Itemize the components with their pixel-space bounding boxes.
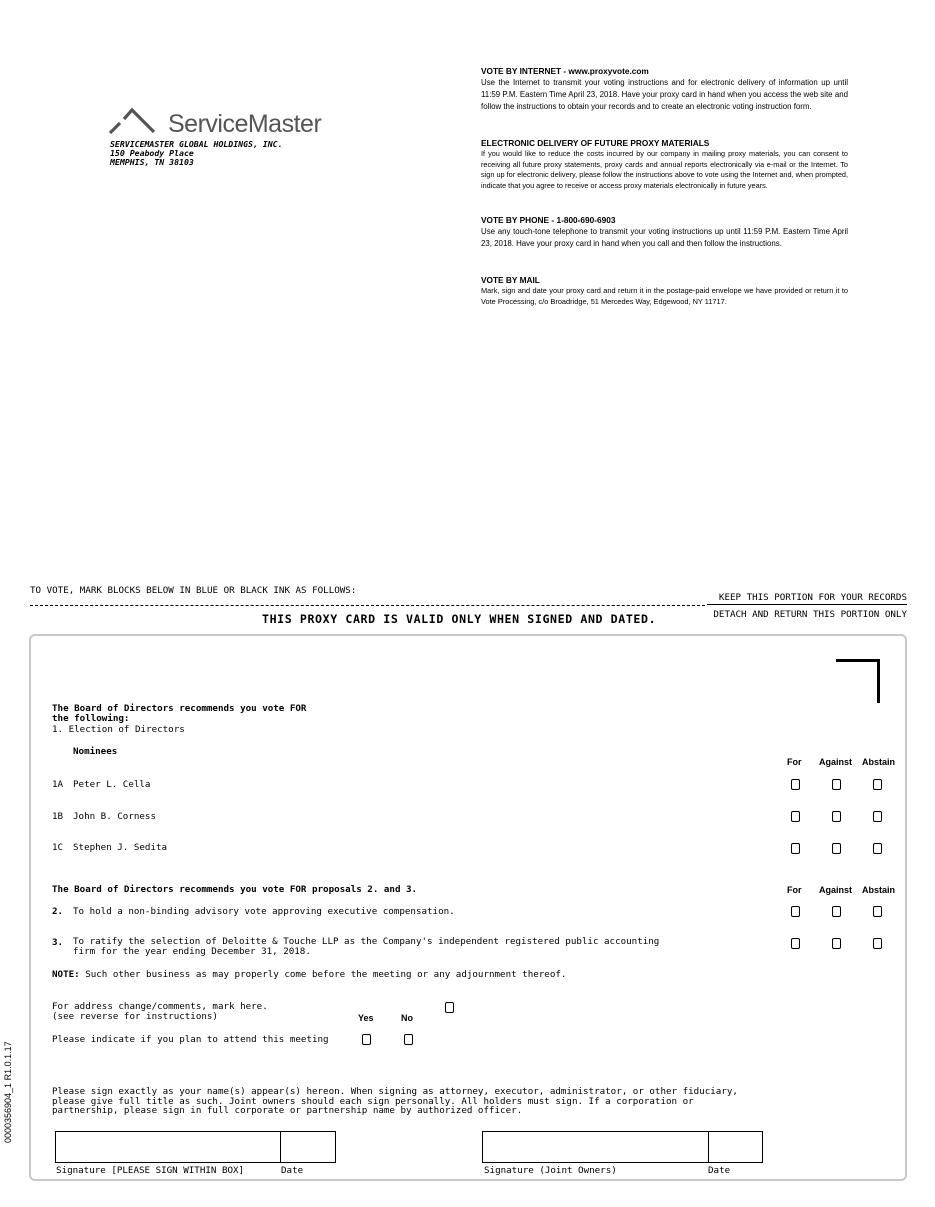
proposal-2-against-checkbox[interactable] — [832, 906, 841, 917]
company-address — [110, 140, 283, 167]
date-1-label: Date — [281, 1165, 304, 1176]
date-divider-1 — [280, 1132, 281, 1162]
nominee-1b-name: John B. Corness — [73, 811, 156, 822]
logo-text: ServiceMaster — [168, 110, 322, 138]
nominee-1b-against-checkbox[interactable] — [832, 811, 841, 822]
attend-yes-checkbox[interactable] — [362, 1034, 371, 1045]
nominee-1c-num: 1C — [52, 842, 64, 853]
vote-by-mail — [481, 275, 848, 307]
proposal-2-abstain-checkbox[interactable] — [873, 906, 882, 917]
proposal-2-text: To hold a non-binding advisory vote approving executive compensation. — [73, 906, 455, 917]
col-abstain: Abstain — [862, 757, 896, 767]
nominees-label: Nominees — [73, 746, 118, 757]
board-rec-1-line2: the following: — [52, 712, 130, 724]
address-change-line1: For address change/comments, mark here. — [52, 1001, 268, 1012]
proposal-3-for-checkbox[interactable] — [791, 938, 800, 949]
board-rec-1-line1: The Board of Directors recommends you vote FOR — [52, 703, 307, 714]
nominee-1c-for-checkbox[interactable] — [791, 843, 800, 854]
note — [52, 969, 566, 980]
proposal-2-for-checkbox[interactable] — [791, 906, 800, 917]
vote-by-phone — [481, 215, 848, 250]
note-label: NOTE: — [52, 969, 80, 980]
signing-line3: partnership, please sign in full corporate or partnership name by authorized officer. — [52, 1105, 523, 1117]
company-street: 150 Peabody Place — [110, 148, 194, 158]
proposal-3-num: 3. — [52, 937, 64, 948]
address-change-checkbox[interactable] — [445, 1002, 454, 1013]
nominee-1a-for-checkbox[interactable] — [791, 779, 800, 790]
nominee-1c-abstain-checkbox[interactable] — [873, 843, 882, 854]
signing-instructions — [52, 1087, 738, 1116]
internet-title: VOTE BY INTERNET - www.proxyvote.com — [481, 66, 649, 76]
vote-by-internet — [481, 66, 848, 112]
signing-line1: Please sign exactly as your name(s) appear(s) hereon. When signing as attorney, executor, administrator, or other fiduciary, — [52, 1086, 738, 1097]
col-against: Against — [819, 757, 853, 767]
phone-body: Use any touch-tone telephone to transmit your voting instructions up until 11:59 P.M. Eastern Time April 23, 2018. Have your proxy card in hand when you call and then follow the instructions. — [481, 227, 848, 248]
company-name: SERVICEMASTER GLOBAL HOLDINGS, INC. — [110, 139, 283, 149]
board-recommendation-1 — [52, 704, 306, 723]
nominee-1a-num: 1A — [52, 779, 64, 790]
electronic-title: ELECTRONIC DELIVERY OF FUTURE PROXY MATERIALS — [481, 138, 710, 148]
proposal-2-num: 2. — [52, 906, 64, 917]
proposal-3-line1: To ratify the selection of Deloitte & Touche LLP as the Company's independent registered public accounting — [73, 936, 660, 947]
electronic-body: If you would like to reduce the costs incurred by our company in mailing proxy materials, you can consent to receiving all future proxy statements, proxy cards and annual reports electronically via e-mail or the Internet. To sign up for electronic delivery, please follow the instructions above to vote using the Internet and, when prompted, indicate that you agree to receive or access proxy materials electronically in future years. — [481, 149, 848, 190]
proposal-3-against-checkbox[interactable] — [832, 938, 841, 949]
address-change — [52, 1002, 268, 1022]
nominee-1a-name: Peter L. Cella — [73, 779, 151, 790]
signature-box-1[interactable] — [55, 1131, 336, 1163]
servicemaster-logo-icon — [108, 106, 160, 136]
signing-line2: please give full title as such. Joint owners should each sign personally. All holders must sign. If a corporation or — [52, 1095, 694, 1107]
mail-title: VOTE BY MAIL — [481, 275, 540, 285]
nominee-1a-abstain-checkbox[interactable] — [873, 779, 882, 790]
col-for: For — [787, 757, 802, 767]
document-code: 0000356904_1 R1.0.1.17 — [3, 1041, 13, 1143]
note-text: Such other business as may properly come before the meeting or any adjournment thereof. — [79, 969, 567, 980]
electronic-delivery — [481, 138, 848, 191]
proposal-3-line2: firm for the year ending December 31, 2018. — [73, 946, 311, 957]
attend-no-checkbox[interactable] — [404, 1034, 413, 1045]
col-abstain-2: Abstain — [862, 885, 896, 895]
signature-2-label: Signature (Joint Owners) — [484, 1165, 617, 1176]
corner-mark — [836, 659, 880, 703]
nominee-1b-abstain-checkbox[interactable] — [873, 811, 882, 822]
phone-title: VOTE BY PHONE - 1-800-690-6903 — [481, 215, 616, 225]
proposal-3-text — [73, 937, 659, 957]
date-2-label: Date — [708, 1165, 731, 1176]
nominee-1b-num: 1B — [52, 811, 64, 822]
col-for-2: For — [787, 885, 802, 895]
address-change-line2: (see reverse for instructions) — [52, 1011, 218, 1022]
company-city: MEMPHIS, TN 38103 — [110, 157, 194, 167]
detach-line — [30, 605, 705, 606]
board-recommendation-2: The Board of Directors recommends you vote FOR proposals 2. and 3. — [52, 884, 418, 895]
mail-body: Mark, sign and date your proxy card and return it in the postage-paid envelope we have provided or return it to Vote Processing, c/o Broadridge, 51 Mercedes Way, Edgewood, NY 11717. — [481, 286, 848, 306]
nominee-1c-against-checkbox[interactable] — [832, 843, 841, 854]
to-vote-instruction: TO VOTE, MARK BLOCKS BELOW IN BLUE OR BLACK INK AS FOLLOWS: — [30, 585, 357, 596]
nominee-1a-against-checkbox[interactable] — [832, 779, 841, 790]
internet-body: Use the Internet to transmit your voting instructions and for electronic delivery of information up until 11:59 P.M. Eastern Time April 23, 2018. Have your proxy card in hand when you access the web site and follow the instructions to obtain your records and to create an electronic voting instruction form. — [481, 78, 848, 111]
nominee-1b-for-checkbox[interactable] — [791, 811, 800, 822]
date-divider-2 — [708, 1132, 709, 1162]
detach-portion-label: DETACH AND RETURN THIS PORTION ONLY — [713, 609, 907, 620]
valid-notice: THIS PROXY CARD IS VALID ONLY WHEN SIGNED AND DATED. — [262, 612, 657, 626]
yes-label: Yes — [358, 1013, 374, 1023]
signature-1-label: Signature [PLEASE SIGN WITHIN BOX] — [56, 1165, 245, 1176]
keep-portion-label: KEEP THIS PORTION FOR YOUR RECORDS — [707, 592, 907, 605]
item-1-election: 1. Election of Directors — [52, 724, 185, 735]
attend-meeting-label: Please indicate if you plan to attend this meeting — [52, 1034, 329, 1045]
nominee-1c-name: Stephen J. Sedita — [73, 842, 168, 853]
no-label: No — [401, 1013, 413, 1023]
signature-box-2[interactable] — [482, 1131, 763, 1163]
col-against-2: Against — [819, 885, 853, 895]
proposal-3-abstain-checkbox[interactable] — [873, 938, 882, 949]
